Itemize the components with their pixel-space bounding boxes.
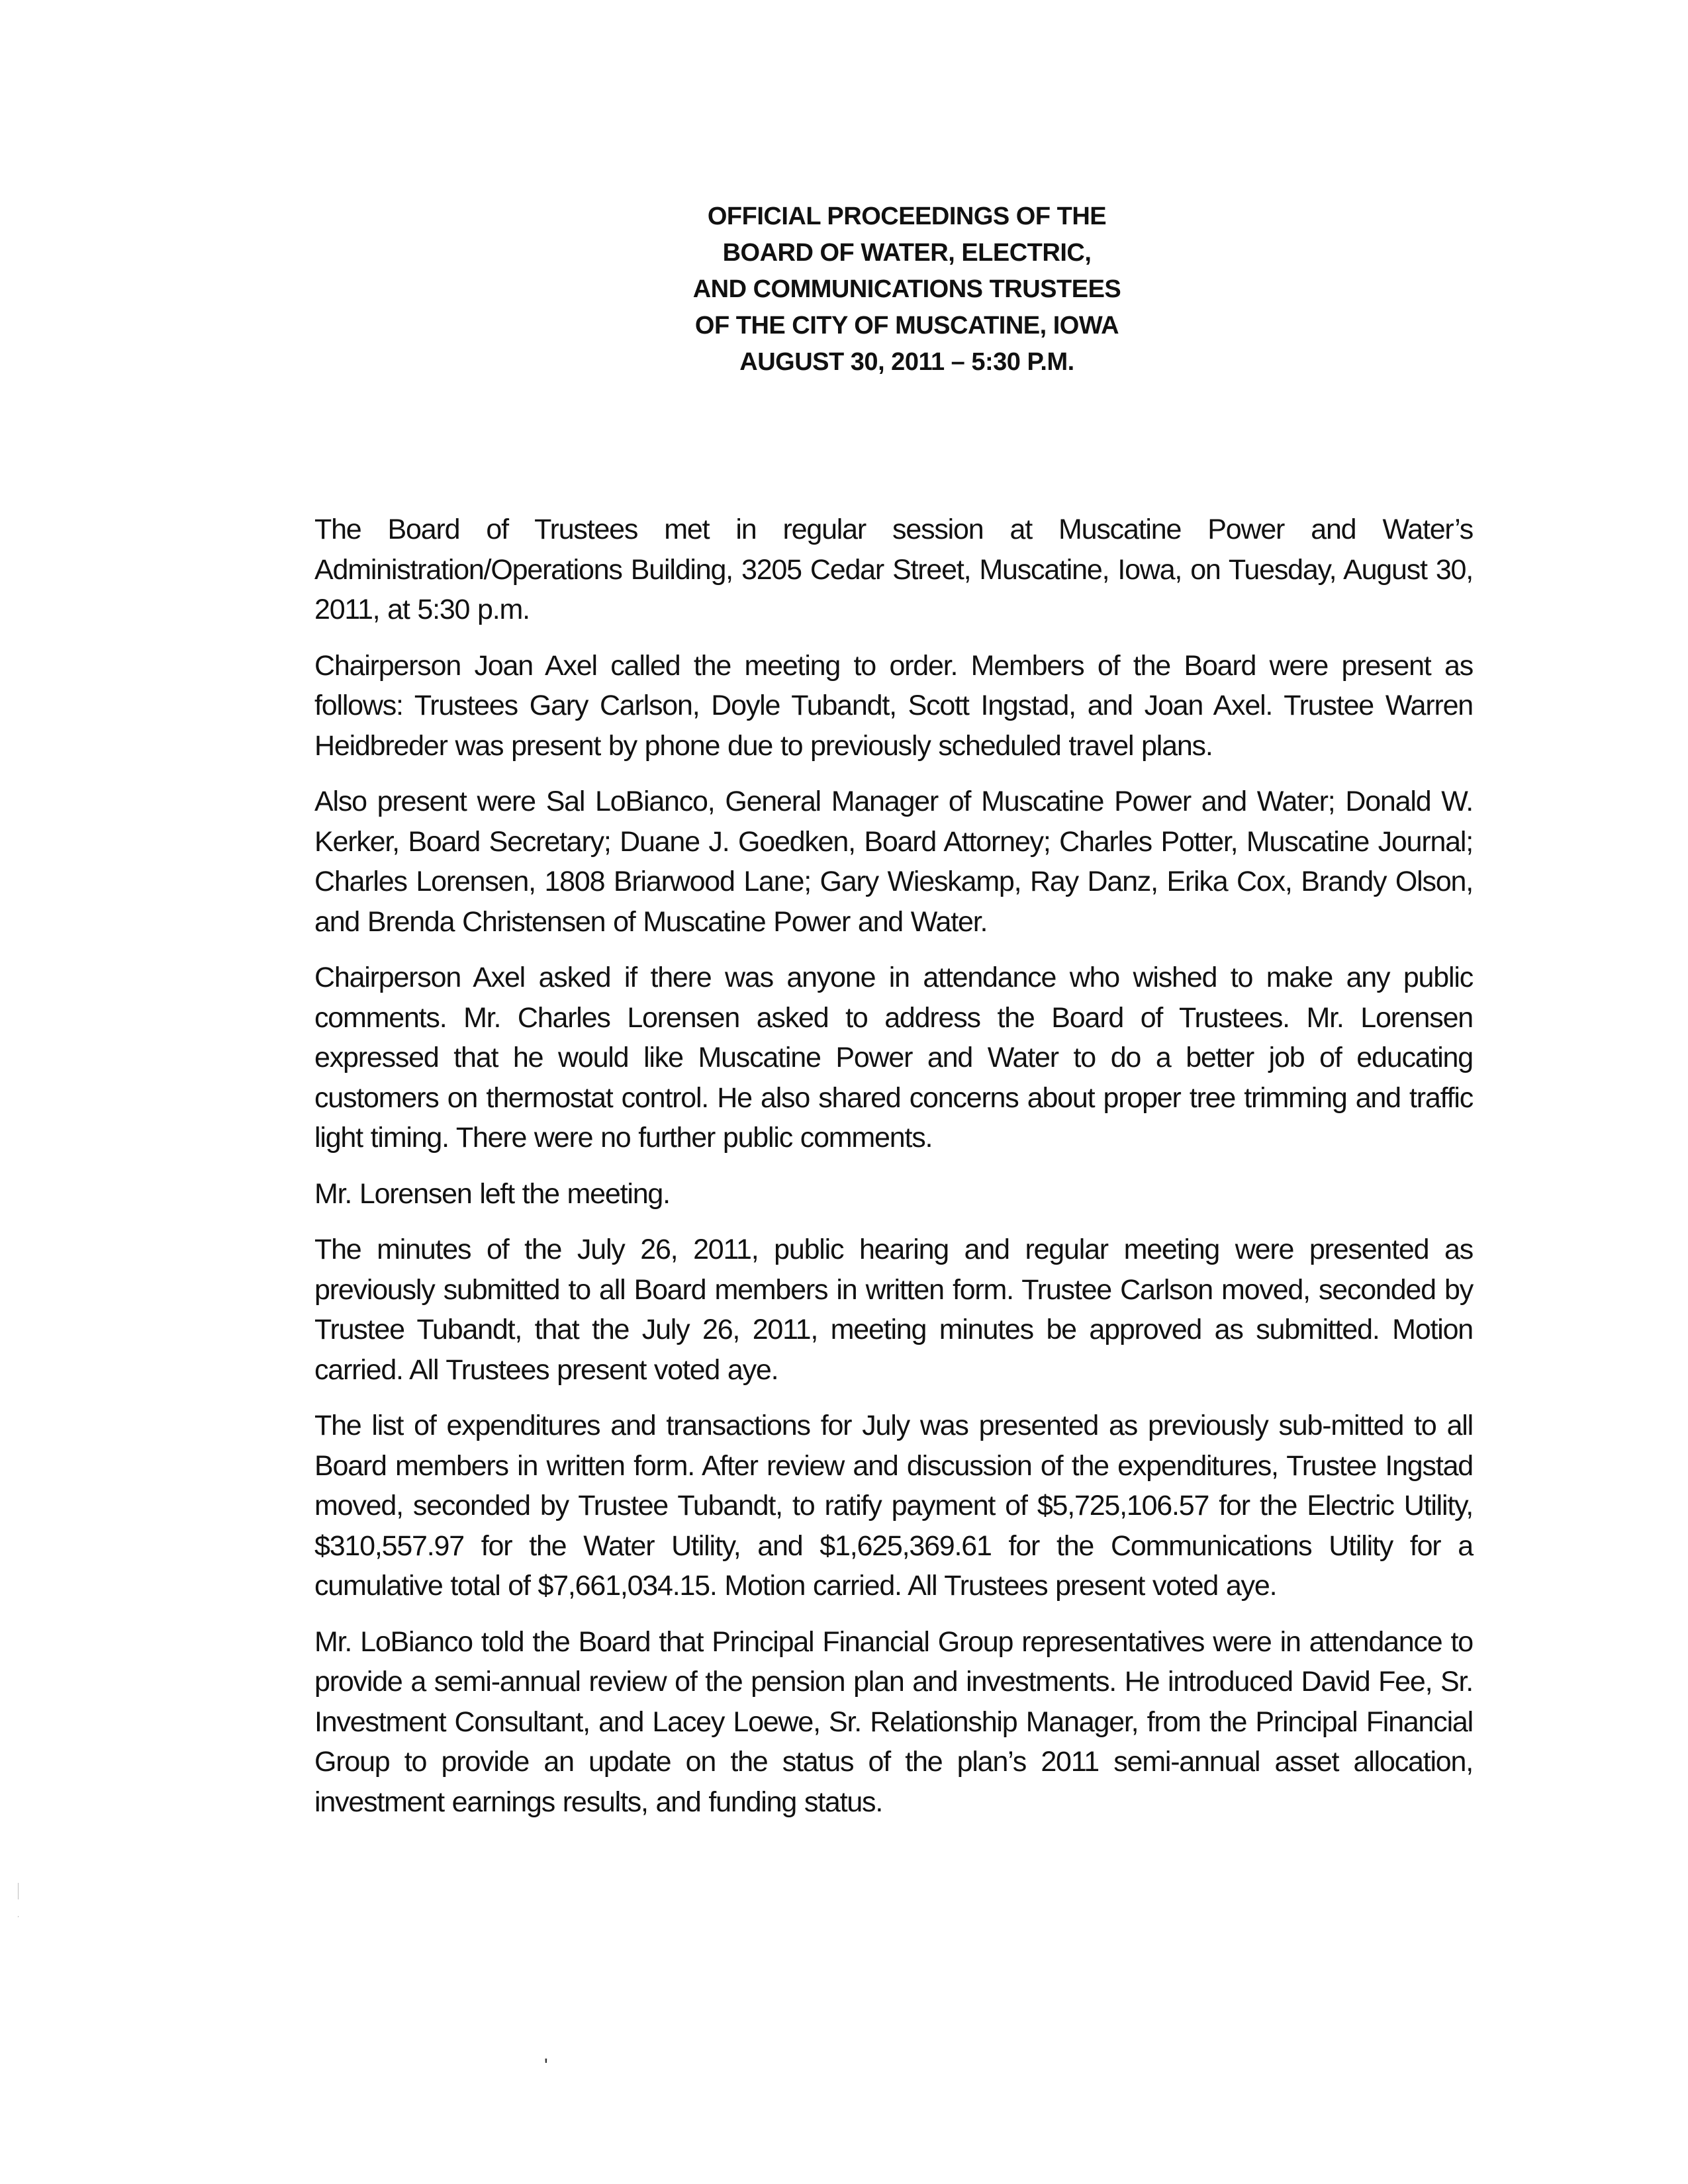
stray-scan-mark: ' — [544, 2055, 548, 2077]
scan-artifact-left-dot — [18, 1916, 19, 1917]
header-line-1: OFFICIAL PROCEEDINGS OF THE — [707, 203, 1107, 230]
header-line-2: BOARD OF WATER, ELECTRIC, — [722, 239, 1092, 267]
paragraph-call-to-order: Chairperson Joan Axel called the meeting to order. Members of the Board were present as follows: Trustees Gary Carlson, Doyle Tubandt, Scott Ingstad, and Joan Axel. Trustee Warren Heidbreder was present by phone due to previously scheduled travel plans. — [314, 649, 1473, 762]
paragraph-lorensen-left: Mr. Lorensen left the meeting. — [314, 1177, 670, 1210]
paragraph-pension-review: Mr. LoBianco told the Board that Principal Financial Group representatives were in attendance to provide a semi-annual review of the pension plan and investments. He introduced David Fee, Sr. Investment Consultant, and Lacey Loewe, Sr. Relationship Manager, from the Principal Financial Group to provide an update on the status of the plan’s 2011 semi-annual asset allocation, investment earnings results, and funding status. — [314, 1625, 1473, 1818]
paragraph-public-comments: Chairperson Axel asked if there was anyone in attendance who wished to make any public comments. Mr. Charles Lorensen asked to address the Board of Trustees. Mr. Lorensen expressed that he would like Muscatine Power and Water to do a better job of educating customers on thermostat control. He also shared concerns about proper tree trimming and traffic light timing. There were no further public comments. — [314, 962, 1473, 1154]
document-body — [314, 510, 1473, 1838]
paragraph-meeting-location: The Board of Trustees met in regular session at Muscatine Power and Water’s Administration/Operations Building, 3205 Cedar Street, Muscatine, Iowa, on Tuesday, August 30, 2011, at 5:30 p.m. — [314, 514, 1473, 625]
scan-artifact-left-margin — [18, 1883, 19, 1899]
paragraph-minutes-approval: The minutes of the July 26, 2011, public hearing and regular meeting were presented as previously submitted to all Board members in written form. Trustee Carlson moved, seconded by Trustee Tubandt, that the July 26, 2011, meeting minutes be approved as submitted. Motion carried. All Trustees present voted aye. — [314, 1234, 1473, 1386]
header-line-4: OF THE CITY OF MUSCATINE, IOWA — [694, 312, 1119, 340]
header-date-line: AUGUST 30, 2011 – 5:30 P.M. — [739, 348, 1074, 376]
paragraph-also-present: Also present were Sal LoBianco, General Manager of Muscatine Power and Water; Donald W. Kerker, Board Secretary; Duane J. Goedken, Board Attorney; Charles Potter, Muscatine Journal; Charles Lorensen, 1808 Briarwood Lane; Gary Wieskamp, Ray Danz, Erika Cox, Brandy Olson, and Brenda Christensen of Muscatine Power and Water. — [314, 786, 1473, 938]
paragraph-expenditures: The list of expenditures and transactions for July was presented as previously sub-mitted to all Board members in written form. After review and discussion of the expenditures, Trustee Ingstad moved, seconded by Trustee Tubandt, to ratify payment of $5,725,106.57 for the Electric Utility, $310,557.97 for the Water Utility, and $1,625,369.61 for the Communications Utility for a cumulative total of $7,661,034.15. Motion carried. All Trustees present voted aye. — [314, 1410, 1473, 1602]
document-header — [576, 199, 1238, 381]
header-line-3: AND COMMUNICATIONS TRUSTEES — [692, 275, 1121, 303]
